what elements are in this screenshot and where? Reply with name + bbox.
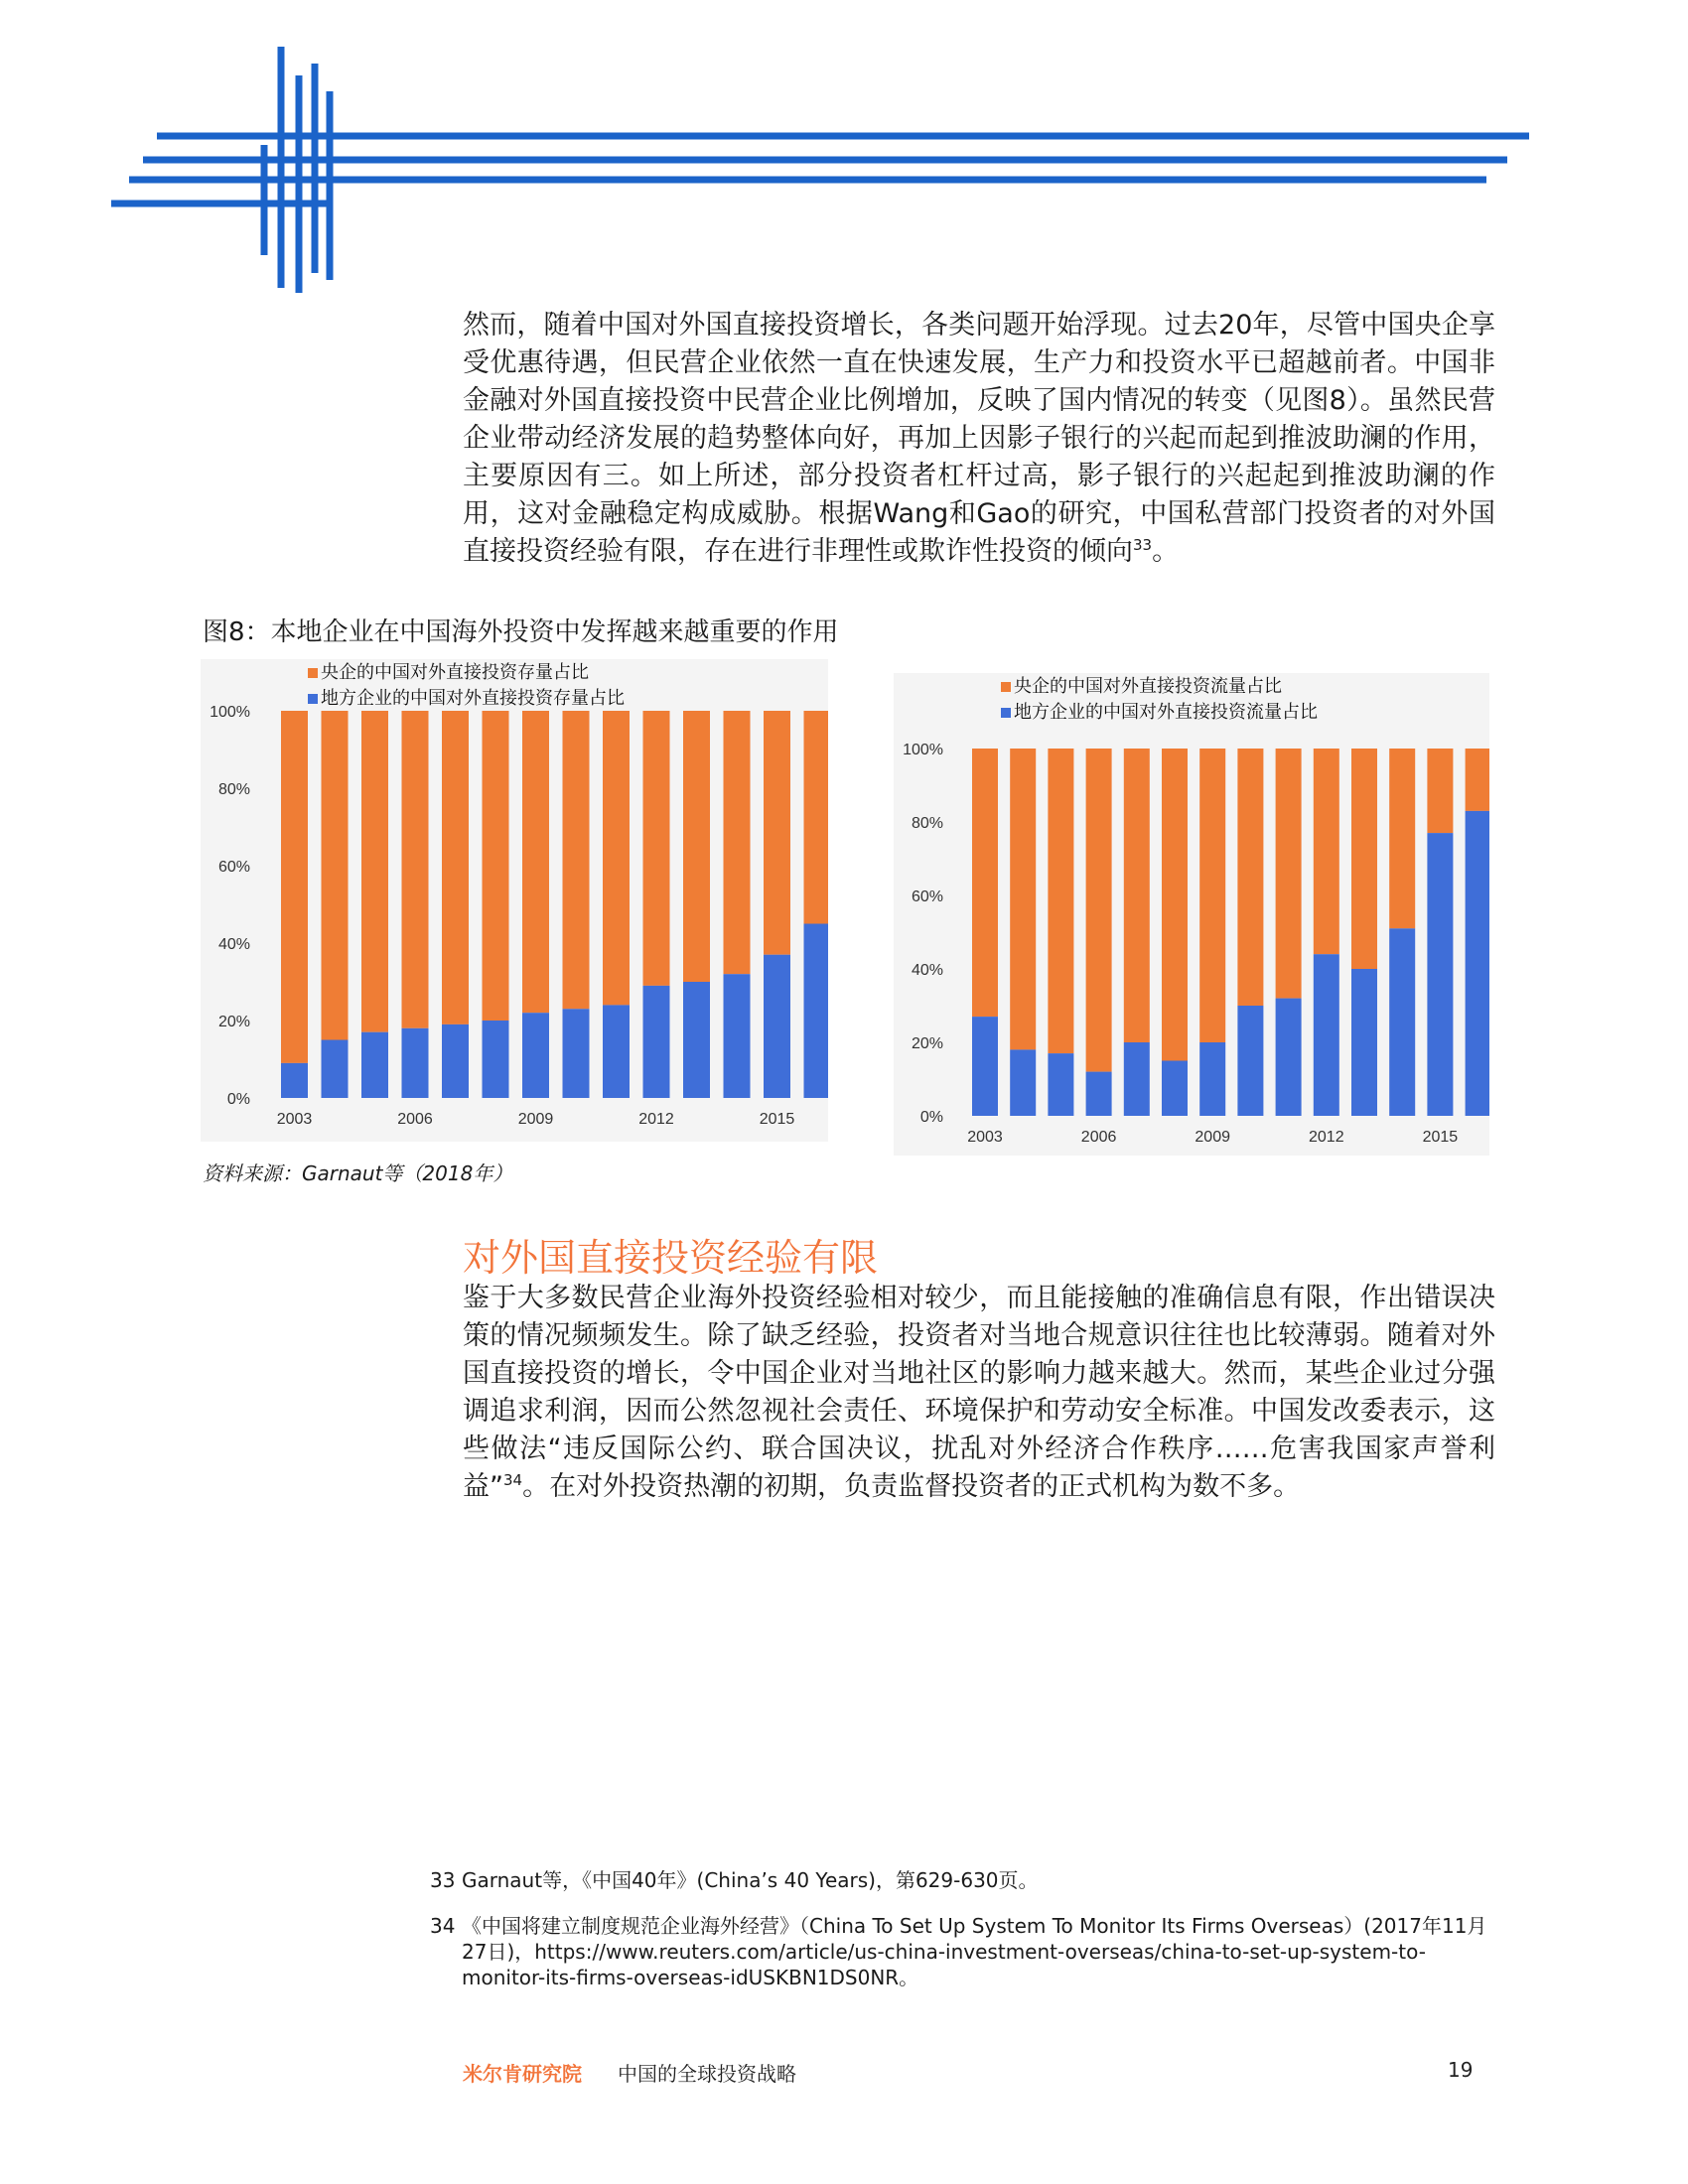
y-tick-label: 0% — [919, 1109, 943, 1126]
bar-segment-local — [643, 986, 670, 1098]
footnote-text[interactable]: 《中国将建立制度规范企业海外经营》（China To Set Up System To Monitor Its Firms Overseas）(2017年11月27日)，https://www.reuters.com/article/us-china-investment-overseas/china-to-set-up-system-to-monitor-its-firms-overseas-idUSKBN1DS0NR。 — [462, 1914, 1487, 1989]
bar-segment-central — [972, 749, 998, 1017]
bar-segment-central — [1314, 749, 1339, 954]
y-tick-label: 40% — [217, 936, 250, 953]
bar-segment-central — [724, 711, 751, 974]
footnote-number: 33 — [430, 1868, 456, 1892]
footer-title: 中国的全球投资战略 — [618, 2062, 796, 2086]
y-tick-label: 60% — [217, 859, 250, 876]
bar-segment-central — [1466, 749, 1489, 811]
y-tick-label: 20% — [217, 1014, 250, 1030]
bar-segment-local — [563, 1009, 590, 1098]
bar-segment-local — [1010, 1049, 1036, 1116]
bar-segment-local — [483, 1021, 509, 1098]
bar-segment-local — [1427, 833, 1453, 1116]
bar-segment-local — [1237, 1006, 1263, 1116]
bar-segment-central — [1010, 749, 1036, 1049]
bar-segment-local — [522, 1013, 549, 1098]
bar-segment-central — [1276, 749, 1302, 999]
bar-segment-local — [804, 924, 829, 1099]
bar-segment-local — [1466, 811, 1489, 1116]
legend-entry: 地方企业的中国对外直接投资存量占比 — [321, 688, 625, 709]
x-tick-label: 2009 — [1195, 1129, 1230, 1146]
footnote-ref-34[interactable]: 34 — [503, 1471, 523, 1489]
y-tick-label: 100% — [210, 704, 250, 721]
bar-segment-central — [603, 711, 630, 1005]
footnote-number: 34 — [430, 1914, 456, 1938]
y-tick-label: 80% — [217, 781, 250, 798]
x-tick-label: 2012 — [638, 1111, 674, 1128]
bar-segment-central — [764, 711, 790, 955]
bar-segment-central — [522, 711, 549, 1013]
figure-source: 资料来源：Garnaut等（2018年） — [203, 1161, 513, 1185]
legend-swatch — [1001, 708, 1011, 718]
bar-segment-central — [1048, 749, 1073, 1053]
bar-segment-central — [322, 711, 349, 1040]
bar-segment-local — [1276, 999, 1302, 1116]
x-tick-label: 2012 — [1309, 1129, 1344, 1146]
bar-segment-central — [361, 711, 388, 1032]
bar-segment-central — [402, 711, 429, 1028]
footnote-text: Garnaut等，《中国40年》(China’s 40 Years)，第629-630页。 — [462, 1868, 1039, 1892]
bar-segment-local — [1351, 969, 1377, 1116]
footnote-33 — [430, 1867, 1502, 1893]
bar-segment-local — [764, 955, 790, 1098]
page-number: 19 — [1448, 2058, 1474, 2082]
x-tick-label: 2006 — [1080, 1129, 1117, 1146]
bar-segment-central — [563, 711, 590, 1009]
bar-segment-local — [1389, 928, 1415, 1116]
chart-flow-share — [894, 673, 1489, 1156]
bar-segment-central — [1162, 749, 1188, 1061]
bar-segment-local — [1162, 1061, 1188, 1117]
x-tick-label: 2003 — [276, 1111, 313, 1128]
bar-segment-local — [1124, 1042, 1150, 1116]
bar-segment-local — [322, 1040, 349, 1099]
body-paragraph-1: 然而，随着中国对外国直接投资增长，各类问题开始浮现。过去20年，尽管中国央企享受优惠待遇，但民营企业依然一直在快速发展，生产力和投资水平已超越前者。中国非金融对外国直接投资中民营企业比例增加，反映了国内情况的转变（见图8）。虽然民营企业带动经济发展的趋势整体向好，再加上因影子银行的兴起而起到推波助澜的作用，主要原因有三。如上所述，部分投资者杠杆过高，影子银行的兴起起到推波助澜的作用，这对金融稳定构成威胁。根据Wang和Gao的研究，中国私营部门投资者的对外国直接投资经验有限，存在进行非理性或欺诈性投资的倾向$^{33}$。 — [463, 310, 1495, 567]
y-tick-label: 100% — [903, 742, 943, 758]
footnote-ref-33[interactable]: 33 — [1133, 536, 1153, 554]
bar-segment-local — [1048, 1053, 1073, 1116]
section-heading: 对外国直接投资经验有限 — [463, 1236, 879, 1280]
body-paragraph-2: 鉴于大多数民营企业海外投资经验相对较少，而且能接触的准确信息有限，作出错误决策的情况频频发生。除了缺乏经验，投资者对当地合规意识往往也比较薄弱。随着对外国直接投资的增长，令中国企业对当地社区的影响力越来越大。然而，某些企业过分强调追求利润，因而公然忽视社会责任、环境保护和劳动安全标准。中国发改委表示，这些做法“违反国际公约、联合国决议，扰乱对外经济合作秩序……危害我国家声誉利益”$^{34}$。在对外投资热潮的初期，负责监督投资者的正式机构为数不多。 — [463, 1283, 1495, 1502]
bar-segment-local — [1086, 1072, 1112, 1116]
legend-swatch — [308, 668, 318, 678]
bar-segment-local — [603, 1005, 630, 1098]
bar-segment-central — [683, 711, 710, 982]
x-tick-label: 2015 — [759, 1111, 795, 1128]
y-tick-label: 80% — [911, 815, 943, 832]
bar-segment-central — [1199, 749, 1225, 1042]
bar-segment-local — [1199, 1042, 1225, 1116]
legend-swatch — [308, 694, 318, 704]
bar-segment-local — [442, 1024, 469, 1098]
bar-segment-central — [804, 711, 829, 924]
bar-segment-central — [1124, 749, 1150, 1042]
bar-segment-local — [402, 1028, 429, 1098]
bar-segment-central — [483, 711, 509, 1021]
y-tick-label: 40% — [911, 962, 943, 979]
bar-segment-central — [442, 711, 469, 1024]
legend-entry: 央企的中国对外直接投资存量占比 — [321, 662, 589, 683]
bar-segment-central — [1351, 749, 1377, 969]
bar-segment-local — [724, 974, 751, 1098]
chart-stock-share — [201, 659, 828, 1142]
bar-segment-central — [281, 711, 308, 1063]
bar-segment-central — [643, 711, 670, 986]
y-tick-label: 60% — [911, 888, 943, 905]
bar-segment-local — [281, 1063, 308, 1098]
header-decoration — [0, 0, 1549, 308]
bar-segment-local — [361, 1032, 388, 1098]
footer-brand: 米尔肯研究院 — [463, 2062, 582, 2086]
footnote-34 — [430, 1913, 1502, 1990]
figure-title: 图8：本地企业在中国海外投资中发挥越来越重要的作用 — [203, 617, 839, 647]
x-tick-label: 2009 — [517, 1111, 554, 1128]
legend-swatch — [1001, 682, 1011, 692]
x-tick-label: 2003 — [967, 1129, 1003, 1146]
y-tick-label: 0% — [226, 1091, 250, 1108]
legend-entry: 央企的中国对外直接投资流量占比 — [1014, 676, 1282, 697]
bar-segment-local — [683, 982, 710, 1098]
bar-segment-local — [1314, 954, 1339, 1116]
bar-segment-local — [972, 1017, 998, 1116]
bar-segment-central — [1427, 749, 1453, 833]
bar-segment-central — [1389, 749, 1415, 928]
bar-segment-central — [1237, 749, 1263, 1006]
x-tick-label: 2015 — [1422, 1129, 1459, 1146]
y-tick-label: 20% — [911, 1035, 943, 1052]
x-tick-label: 2006 — [397, 1111, 433, 1128]
bar-segment-central — [1086, 749, 1112, 1072]
legend-entry: 地方企业的中国对外直接投资流量占比 — [1014, 702, 1318, 723]
